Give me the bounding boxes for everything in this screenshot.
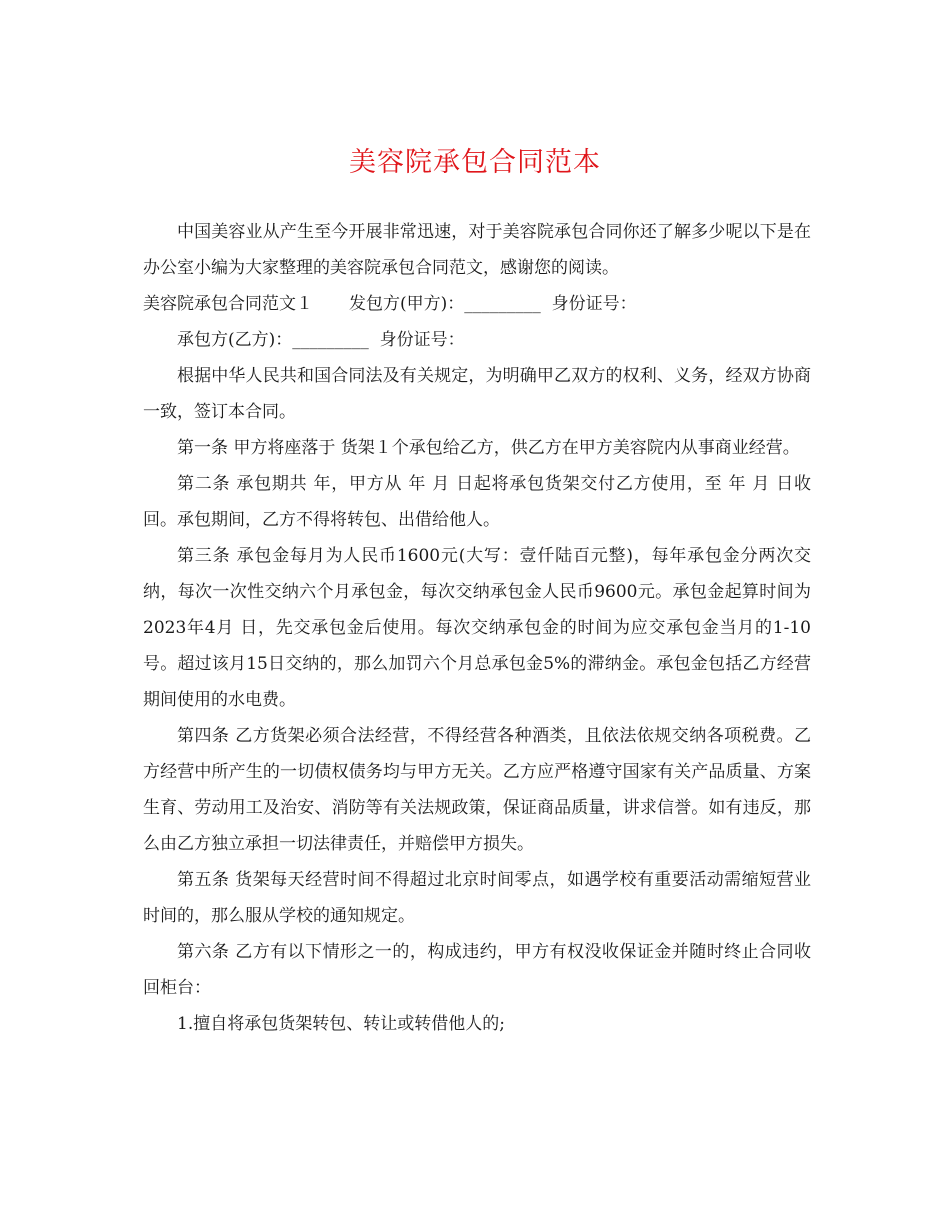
preamble-paragraph: 根据中华人民共和国合同法及有关规定，为明确甲乙双方的权利、义务，经双方协商一致，签订本合同。 bbox=[143, 366, 811, 422]
party-a-line bbox=[143, 286, 811, 322]
party-b-line bbox=[143, 322, 811, 358]
party-b-id-label: 身份证号： bbox=[379, 330, 465, 350]
article-5: 第五条 货架每天经营时间不得超过北京时间零点，如遇学校有重要活动需缩短营业时间的，那么服从学校的通知规定。 bbox=[143, 870, 811, 926]
party-a-id-label: 身份证号： bbox=[551, 294, 637, 314]
party-b-blank: _________ bbox=[292, 330, 369, 350]
article-6-item-1: 1.擅自将承包货架转包、转让或转借他人的; bbox=[177, 1014, 505, 1034]
article-6: 第六条 乙方有以下情形之一的，构成违约，甲方有权没收保证金并随时终止合同收回柜台： bbox=[143, 942, 811, 998]
party-a-blank: _________ bbox=[464, 294, 541, 314]
party-a-label: 发包方(甲方)： bbox=[349, 294, 465, 314]
article-1: 第一条 甲方将座落于 货架１个承包给乙方，供乙方在甲方美容院内从事商业经营。 bbox=[177, 438, 800, 458]
article-4: 第四条 乙方货架必须合法经营，不得经营各种酒类，且依法依规交纳各项税费。乙方经营中所产生的一切债权债务均与甲方无关。乙方应严格遵守国家有关产品质量、方案生育、劳动用工及治安、消防等有关法规政策，保证商品质量，讲求信誉。如有违反，那么由乙方独立承担一切法律责任，并赔偿甲方损失。 bbox=[143, 726, 811, 854]
document-title: 美容院承包合同范本 bbox=[349, 147, 601, 178]
intro-paragraph: 中国美容业从产生至今开展非常迅速，对于美容院承包合同你还了解多少呢以下是在办公室小编为大家整理的美容院承包合同范文，感谢您的阅读。 bbox=[143, 222, 811, 278]
party-b-label: 承包方(乙方)： bbox=[177, 330, 293, 350]
document-body bbox=[143, 214, 811, 1042]
article-2: 第二条 承包期共 年，甲方从 年 月 日起将承包货架交付乙方使用，至 年 月 日收回。承包期间，乙方不得将转包、出借给他人。 bbox=[143, 474, 811, 530]
article-3: 第三条 承包金每月为人民币1600元(大写：壹仟陆百元整)，每年承包金分两次交纳，每次一次性交纳六个月承包金，每次交纳承包金人民币9600元。承包金起算时间为2023年4月 日，先交承包金后使用。每次交纳承包金的时间为应交承包金当月的1-10号。超过该月15日交纳的，那么加罚六个月总承包金5%的滞纳金。承包金包括乙方经营期间使用的水电费。 bbox=[143, 546, 811, 710]
sample-label: 美容院承包合同范文１ bbox=[143, 294, 313, 314]
